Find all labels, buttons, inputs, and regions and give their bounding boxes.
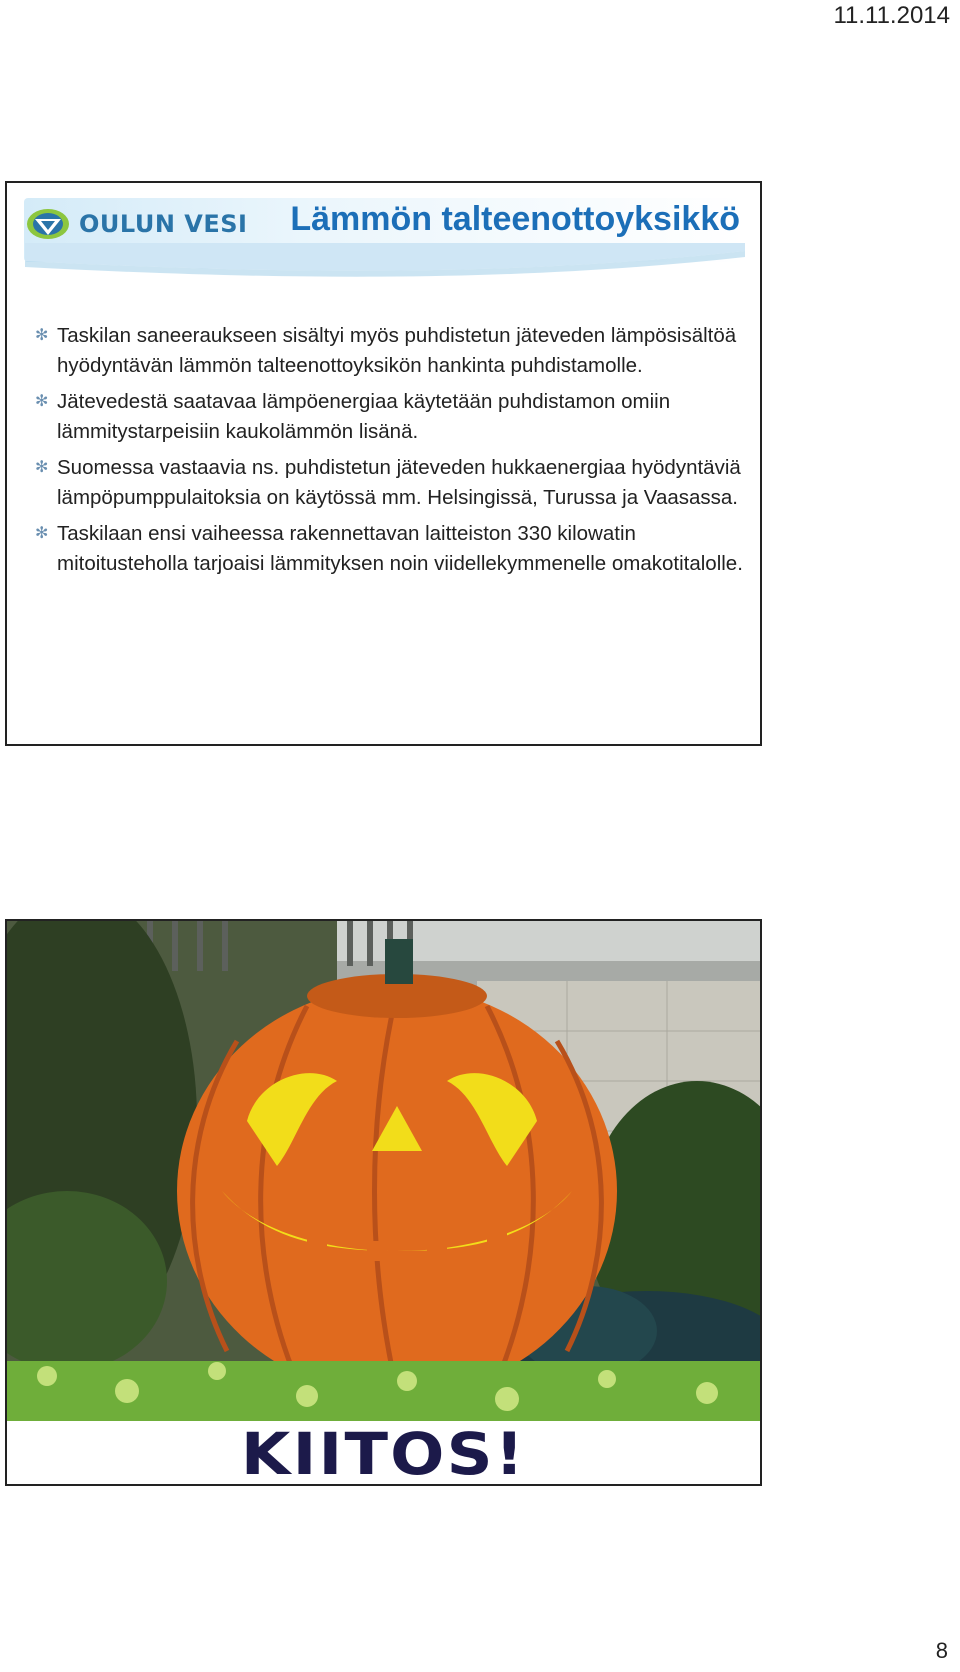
bullet-list <box>31 321 743 585</box>
logo-text: OULUN VESI <box>79 210 248 238</box>
pumpkin-photo <box>7 921 760 1421</box>
slide-title: Lämmön talteenottoyksikkö <box>290 200 740 238</box>
page-number: 8 <box>935 1638 948 1663</box>
bullet-item: ✻ Taskilaan ensi vaiheessa rakennettavan laitteiston 330 kilowatin mitoitusteholla tarjoaisi lämmityksen noin viidellekymmenelle omakotitalolle. <box>31 519 743 579</box>
oulun-vesi-logo <box>25 205 247 243</box>
kiitos-caption: KIITOS! <box>240 1420 527 1486</box>
bullet-item: ✻ Taskilan saneeraukseen sisältyi myös puhdistetun jäteveden lämpösisältöä hyödyntävän lämmön talteenottoyksikön hankinta puhdistamolle. <box>31 321 743 381</box>
slide-2 <box>5 919 762 1486</box>
bullet-icon: ✻ <box>35 525 49 542</box>
slide-1 <box>5 181 762 746</box>
bullet-item: ✻ Suomessa vastaavia ns. puhdistetun jäteveden hukkaenergiaa hyödyntäviä lämpöpumppulaitoksia on käytössä mm. Helsingissä, Turussa ja Vaasassa. <box>31 453 743 513</box>
bullet-item: ✻ Jätevedestä saatavaa lämpöenergiaa käytetään puhdistamon omiin lämmitystarpeisiin kaukolämmön lisänä. <box>31 387 743 447</box>
banner-wave <box>25 243 745 283</box>
bullet-icon: ✻ <box>35 459 49 476</box>
print-date: 11.11.2014 <box>833 2 950 29</box>
bullet-icon: ✻ <box>35 327 49 344</box>
water-drop-logo-icon <box>25 205 71 243</box>
bullet-icon: ✻ <box>35 393 49 410</box>
